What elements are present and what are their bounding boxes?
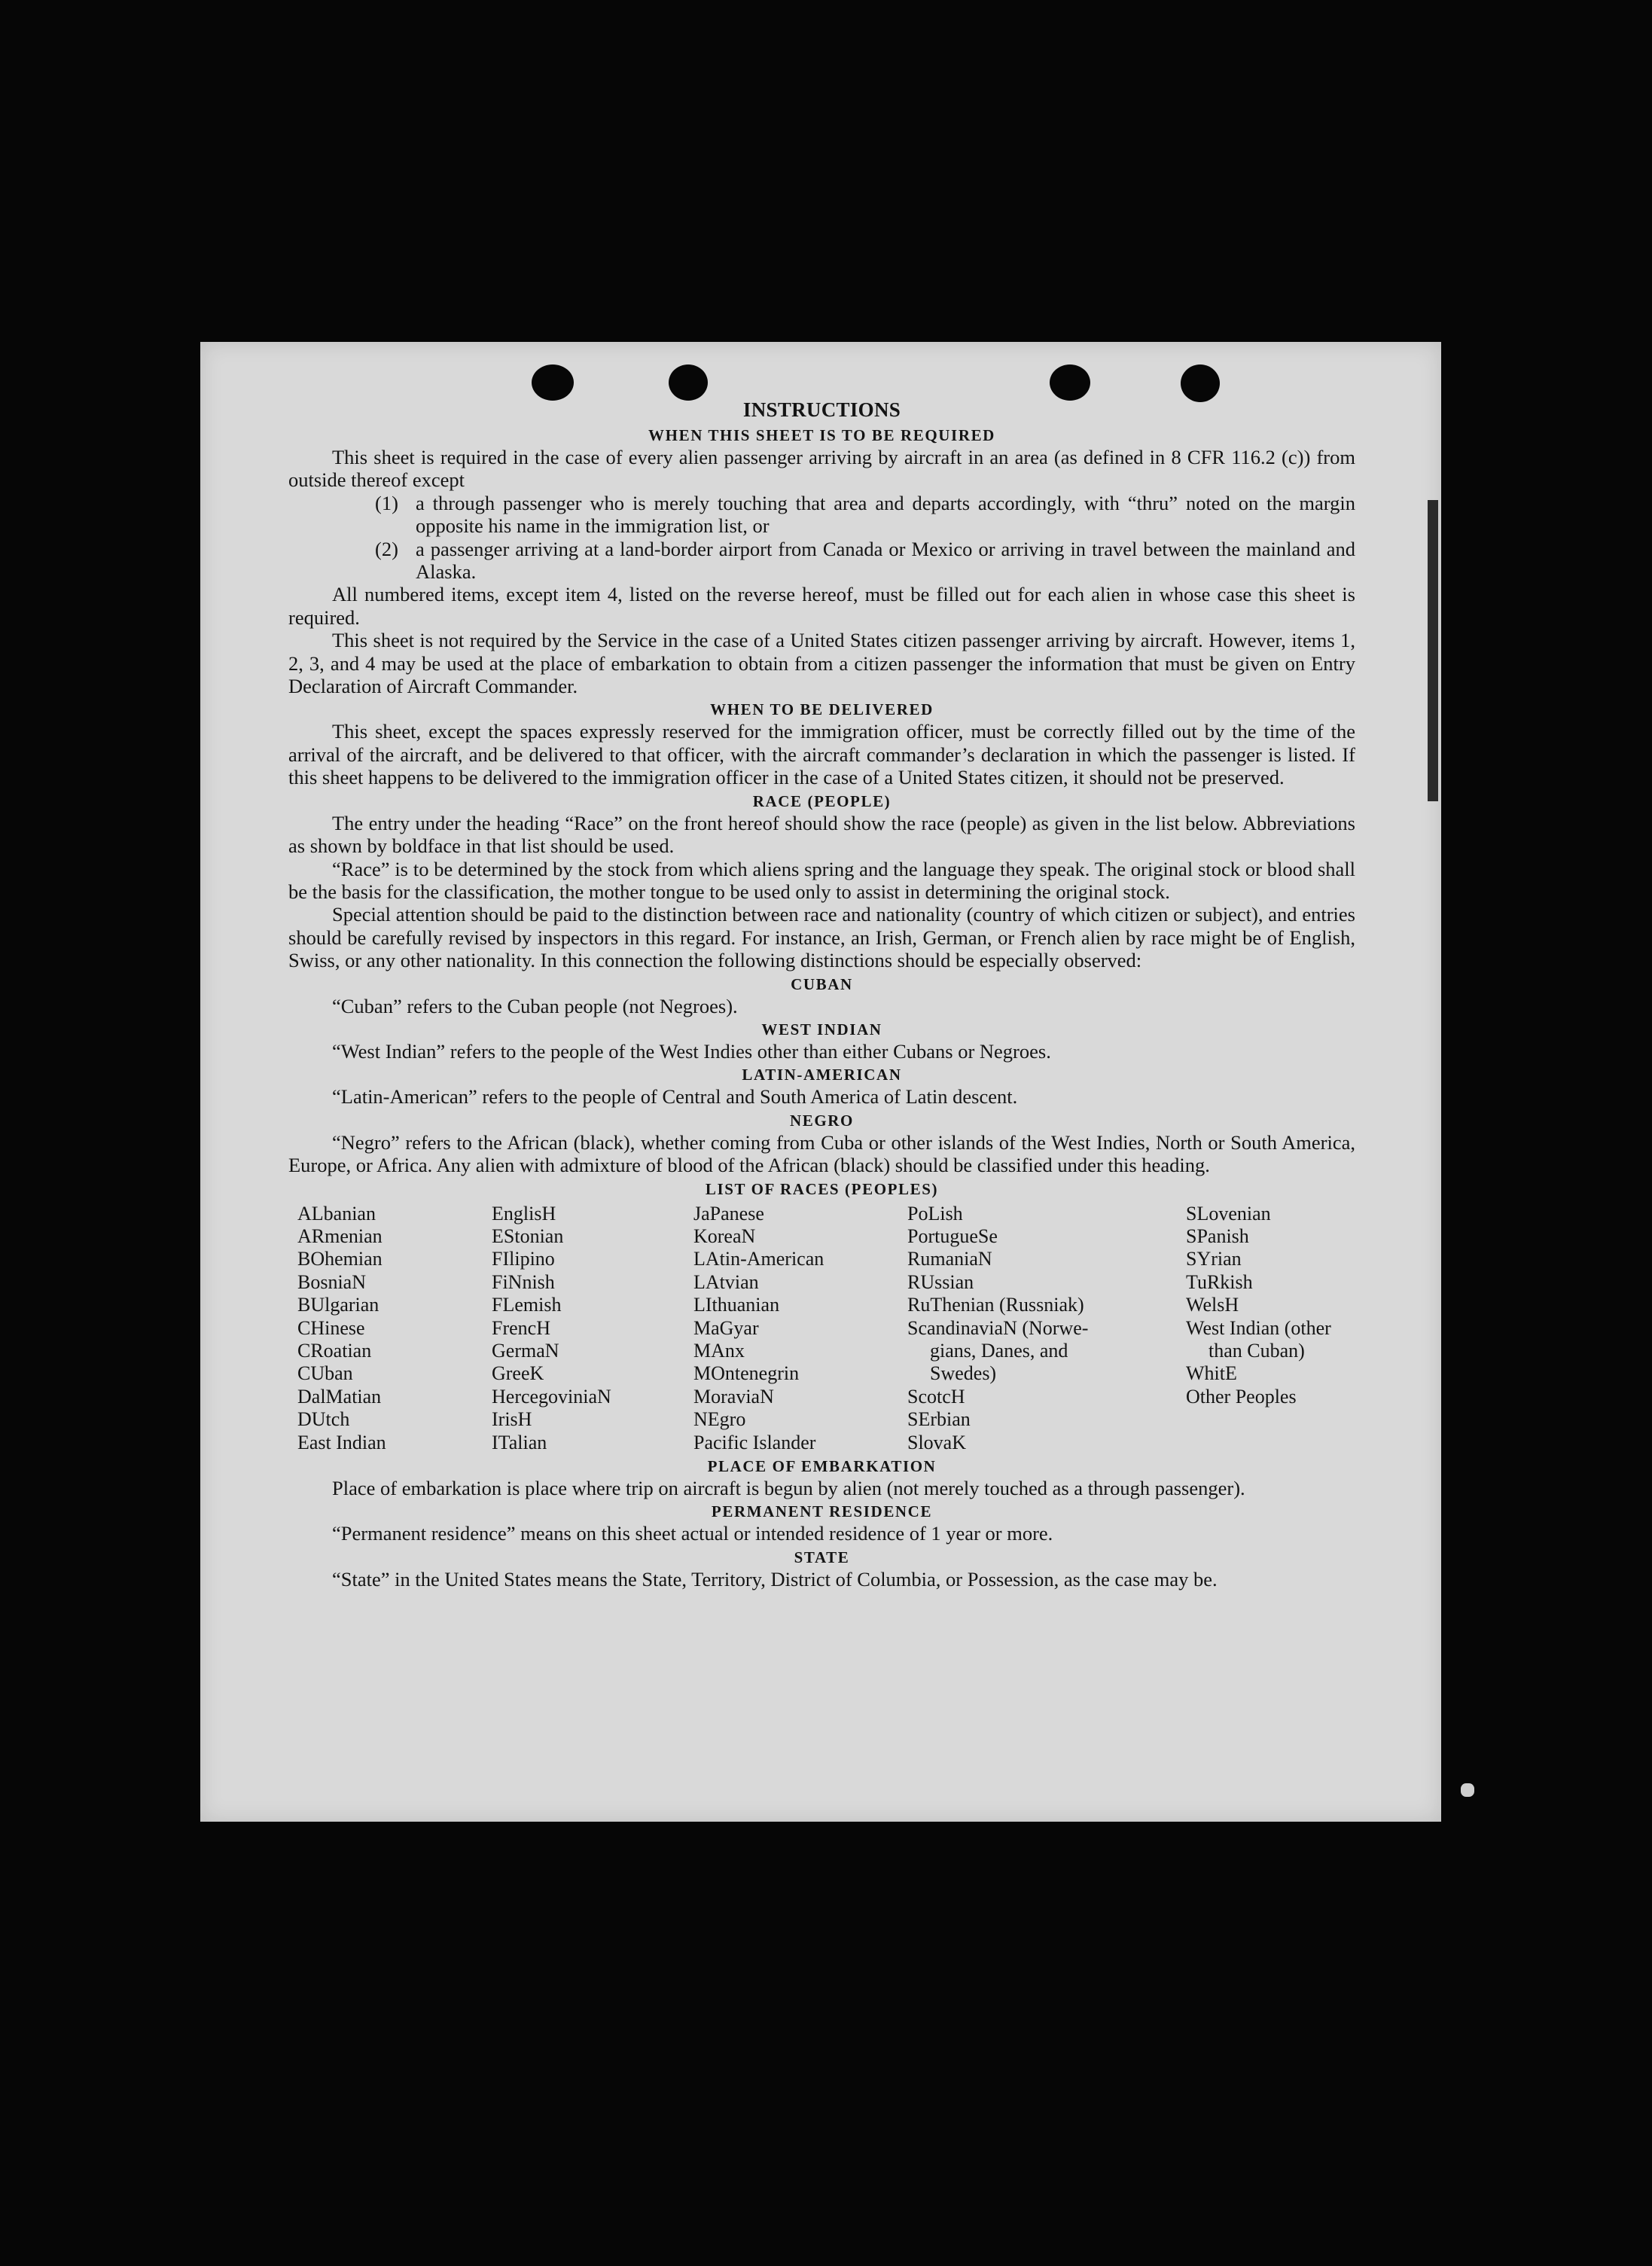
race-entry: ScotcH [907, 1385, 965, 1407]
race-entry: KoreaN [693, 1224, 756, 1247]
exception-item [288, 538, 1355, 584]
race-entry: PoLish [907, 1202, 963, 1224]
heading-negro: NEGRO [789, 1111, 854, 1130]
scan-speck [1461, 1783, 1474, 1797]
race-entry: BosniaN [297, 1270, 366, 1293]
race-entry: SYrian [1186, 1248, 1242, 1270]
race-entry: LAtin-American [693, 1248, 824, 1270]
when-delivered-text: This sheet, except the spaces expressly reserved for the immigration officer, must be correctly filled out by the time of the arrival of the aircraft, and be delivered to that officer, with the aircraft commander’s declaration in which the passenger is listed. If this sheet happens to be delivered to the immigration officer in the case of a United States citizen, it should not be preserved. [288, 720, 1355, 789]
race-entry: EnglisH [492, 1202, 556, 1224]
races-column [693, 1203, 907, 1454]
race-paragraph-3: Special attention should be paid to the distinction between race and nationality (country of which citizen or subject), and entries should be carefully revised by inspectors in this regard. For instance, an Irish, German, or French alien by race might be of English, Swiss, or any other nationality. In this connection the following distinctions should be especially observed: [288, 903, 1355, 972]
race-entry: SErbian [907, 1408, 971, 1431]
race-entry: SPanish [1186, 1224, 1249, 1247]
race-entry: GreeK [492, 1362, 544, 1385]
race-entry: LIthuanian [693, 1294, 780, 1316]
west-indian-text: “West Indian” refers to the people of the West Indies other than either Cubans or Negroes. [332, 1039, 1051, 1063]
race-entry: BUlgarian [297, 1294, 379, 1316]
race-entry: CUban [297, 1362, 353, 1385]
races-column [1186, 1203, 1355, 1454]
race-entry: FrencH [492, 1316, 550, 1339]
heading-list-of-races: LIST OF RACES (PEOPLES) [705, 1179, 939, 1198]
race-entry: NEgro [693, 1408, 746, 1431]
paper-edge-shadow [1428, 500, 1438, 801]
race-entry: RuThenian (Russniak) [907, 1294, 1084, 1316]
race-paragraph-2: “Race” is to be determined by the stock from which aliens spring and the language they speak. The original stock or blood shall be the basis for the classification, the mother tongue to be used only to assist in determining the original stock. [288, 857, 1355, 903]
heading-permanent-residence: PERMANENT RESIDENCE [711, 1502, 933, 1521]
race-entry: SlovaK [907, 1431, 966, 1453]
exception-text: a through passenger who is merely touching that area and departs accordingly, with “thru” noted on the margin opposite his name in the immigration list, or [416, 491, 1355, 538]
race-entry: CHinese [297, 1316, 365, 1339]
race-entry: MaGyar [693, 1316, 759, 1339]
punch-hole [1181, 364, 1220, 402]
race-entry: WhitE [1186, 1362, 1237, 1385]
race-entry: ALbanian [297, 1202, 376, 1224]
heading-latin-american: LATIN-AMERICAN [742, 1066, 902, 1084]
heading-state: STATE [794, 1548, 850, 1566]
race-entry: ITalian [492, 1431, 547, 1453]
race-entry: RUssian [907, 1270, 974, 1293]
race-entry: MOntenegrin [693, 1362, 800, 1385]
citizen-paragraph: This sheet is not required by the Service in the case of a United States citizen passenger arriving by aircraft. However, items 1, 2, 3, and 4 may be used at the place of embarkation to obtain from a citizen passenger the information that must be given on Entry Declaration of Aircraft Commander. [288, 629, 1355, 698]
race-entry: JaPanese [693, 1202, 764, 1224]
race-entry: SLovenian [1186, 1202, 1271, 1224]
exception-number: (1) [375, 491, 398, 514]
when-required-intro: This sheet is required in the case of every alien passenger arriving by aircraft in an area (as defined in 8 CFR 116.2 (c)) from outside thereof except [288, 446, 1355, 492]
exception-number: (2) [375, 537, 398, 560]
race-entry-continued: gians, Danes, and [930, 1340, 1068, 1362]
race-entry: Other Peoples [1186, 1385, 1297, 1407]
heading-when-delivered: WHEN TO BE DELIVERED [710, 700, 934, 719]
race-entry: FIlipino [492, 1248, 555, 1270]
heading-place-of-embarkation: PLACE OF EMBARKATION [707, 1457, 937, 1476]
race-entry: GermaN [492, 1340, 559, 1362]
punch-hole [669, 364, 708, 401]
race-entry: West Indian (other [1186, 1316, 1331, 1339]
heading-race: RACE (PEOPLE) [752, 791, 892, 810]
race-entry: DUtch [297, 1408, 350, 1431]
state-text: “State” in the United States means the State, Territory, District of Columbia, or Possession, as the case may be. [332, 1567, 1218, 1590]
race-entry-continued: Swedes) [930, 1362, 997, 1385]
heading-west-indian: WEST INDIAN [761, 1020, 882, 1038]
heading-cuban: CUBAN [791, 974, 853, 993]
embarkation-text: Place of embarkation is place where trip on aircraft is begun by alien (not merely touched as a through passenger). [332, 1477, 1245, 1500]
race-entry: RumaniaN [907, 1248, 992, 1270]
races-column [492, 1203, 693, 1454]
race-entry: PortugueSe [907, 1224, 998, 1247]
latin-american-text: “Latin-American” refers to the people of Central and South America of Latin descent. [332, 1085, 1018, 1109]
race-entry: TuRkish [1186, 1270, 1253, 1293]
document-body [288, 396, 1355, 1590]
race-entry-continued: than Cuban) [1209, 1340, 1305, 1362]
race-entry: ARmenian [297, 1224, 383, 1247]
races-list [288, 1203, 1355, 1454]
races-column [288, 1203, 492, 1454]
race-entry: DalMatian [297, 1385, 382, 1407]
instruction-sheet [200, 342, 1441, 1822]
race-entry: Pacific Islander [693, 1431, 816, 1453]
residence-text: “Permanent residence” means on this sheet actual or intended residence of 1 year or more. [332, 1522, 1053, 1545]
race-entry: CRoatian [297, 1340, 372, 1362]
race-entry: MAnx [693, 1340, 745, 1362]
cuban-text: “Cuban” refers to the Cuban people (not Negroes). [332, 994, 738, 1017]
race-entry: BOhemian [297, 1248, 383, 1270]
document-title: INSTRUCTIONS [742, 398, 901, 421]
exception-text: a passenger arriving at a land-border airport from Canada or Mexico or arriving in travel between the mainland and Alaska. [416, 537, 1355, 584]
race-entry: IrisH [492, 1408, 532, 1431]
races-column [907, 1203, 1186, 1454]
heading-when-required: WHEN THIS SHEET IS TO BE REQUIRED [648, 426, 995, 444]
race-entry: EStonian [492, 1224, 564, 1247]
punch-hole [1050, 364, 1090, 401]
race-entry: MoraviaN [693, 1385, 774, 1407]
race-entry: ScandinaviaN (Norwe- [907, 1316, 1089, 1339]
race-entry: LAtvian [693, 1270, 759, 1293]
race-paragraph-1: The entry under the heading “Race” on the front hereof should show the race (people) as given in the list below. Abbreviations as shown by boldface in that list should be used. [288, 811, 1355, 858]
race-entry: East Indian [297, 1431, 386, 1453]
punch-hole [532, 364, 574, 401]
race-entry: HercegoviniaN [492, 1385, 611, 1407]
negro-text: “Negro” refers to the African (black), whether coming from Cuba or other islands of the West Indies, North or South America, Europe, or Africa. Any alien with admixture of blood of the African (black) should be classified under this heading. [288, 1130, 1355, 1177]
race-entry: WelsH [1186, 1294, 1239, 1316]
numbered-items-paragraph: All numbered items, except item 4, listed on the reverse hereof, must be filled out for each alien in whose case this sheet is required. [288, 583, 1355, 629]
race-entry: FiNnish [492, 1270, 555, 1293]
race-entry: FLemish [492, 1294, 562, 1316]
exception-item [288, 492, 1355, 538]
